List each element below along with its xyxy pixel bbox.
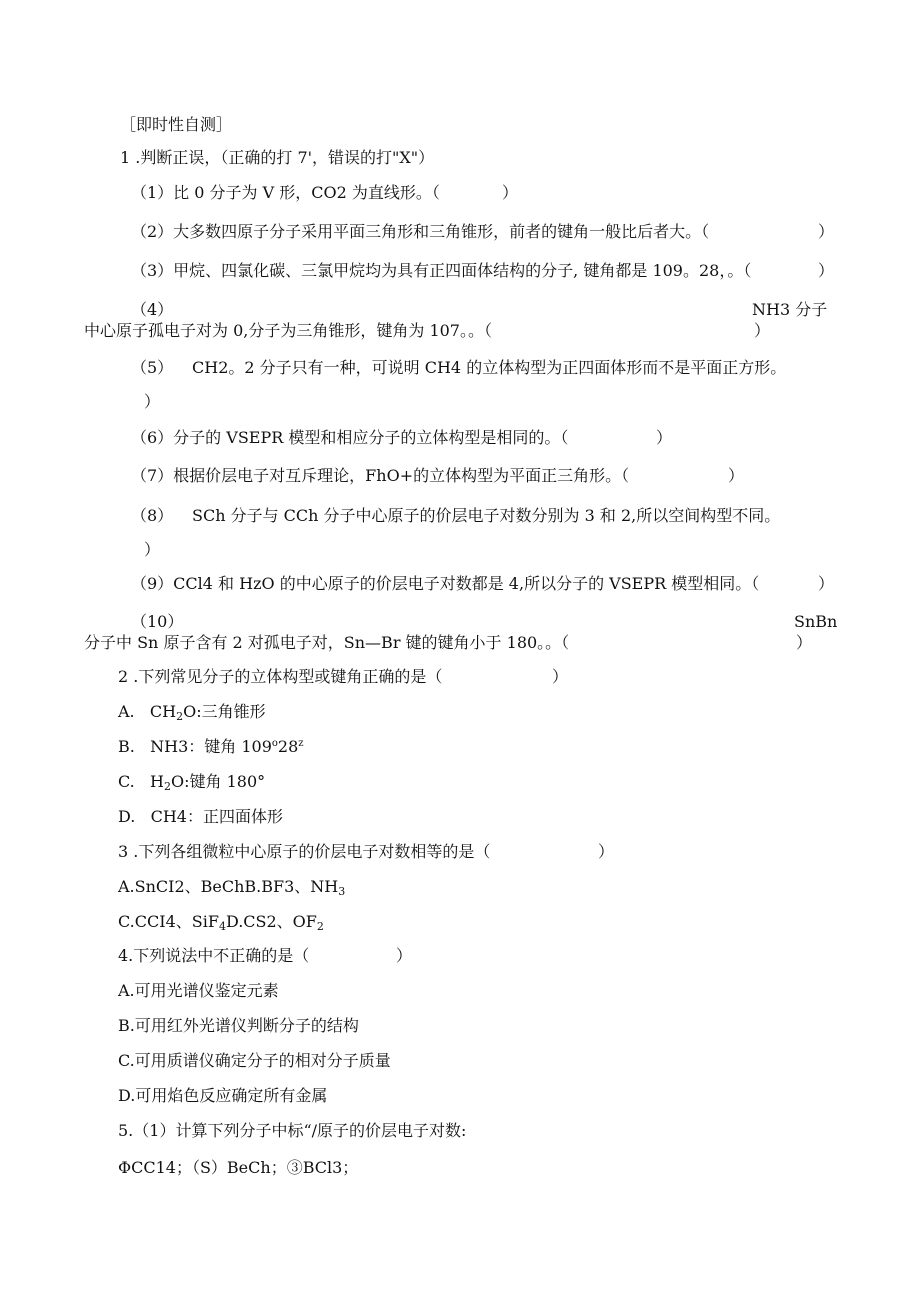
- q4-option-b: B.可用红外光谱仪判断分子的结构: [118, 1016, 359, 1035]
- q3-options-ab: A.SnCI2、BeChB.BF3、$NH_3$: [118, 877, 346, 898]
- q1-item-7-close: ）: [728, 466, 745, 485]
- q3-options-cd: C.CCI4、SiF$_4$D.CS2、$OF_2$: [118, 912, 324, 933]
- q3-stem: 3 .下列各组微粒中心原子的价层电子对数相等的是（: [118, 842, 491, 861]
- q1-item-7: （7）根据价层电子对互斥理论，FhO+的立体构型为平面正三角形。（: [131, 466, 630, 485]
- q4-option-c: C.可用质谱仪确定分子的相对分子质量: [118, 1051, 391, 1070]
- section-heading: ［即时性自测］: [120, 115, 233, 134]
- q1-item-10-close: ）: [796, 633, 813, 652]
- q1-item-10-right: SnBn: [794, 612, 838, 631]
- q4-stem: 4.下列说法中不正确的是（: [118, 946, 310, 965]
- q2-close: ）: [552, 667, 569, 686]
- q1-item-4-right: NH3 分子: [752, 300, 828, 319]
- q5-stem: 5.（1）计算下列分子中标“/原子的价层电子对数:: [118, 1121, 467, 1140]
- q1-item-2-close: ）: [818, 222, 835, 241]
- q3-close: ）: [598, 842, 615, 861]
- q1-item-5: CH2。2 分子只有一种，可说明 CH4 的立体构型为正四面体形而不是平面正方形。: [192, 358, 787, 377]
- q1-item-10-num: （10）: [131, 612, 184, 631]
- q1-item-9: （9）CCl4 和 HzO 的中心原子的价层电子对数都是 4,所以分子的 VSEPR 模型相同。（: [131, 574, 760, 593]
- q1-item-1-close: ）: [502, 183, 519, 202]
- q1-item-1: （1）比 0 分子为 V 形，CO2 为直线形。（: [131, 183, 440, 202]
- q1-item-9-close: ）: [818, 574, 835, 593]
- q1-item-4-line2: 中心原子孤电子对为 0,分子为三角锥形，键角为 107。。（: [84, 321, 492, 340]
- q2-option-b: B. NH3：键角 109$^o$28$^z$: [118, 737, 304, 756]
- q1-item-3: （3）甲烷、四氯化碳、三氯甲烷均为具有正四面体结构的分子, 键角都是 109。28，。（: [131, 261, 752, 280]
- q5-line: ΦCC14；（S）BeCh；③BCl3；: [118, 1158, 359, 1177]
- q1-item-8-close: ）: [144, 540, 161, 559]
- q1-item-3-close: ）: [818, 261, 835, 280]
- q2-option-c: C. $H_2O$:键角 180°: [118, 772, 266, 793]
- q2-option-a: A. $CH_2O$:三角锥形: [118, 702, 266, 723]
- q2-option-d: D. CH4：正四面体形: [118, 807, 283, 826]
- q1-item-8: SCh 分子与 CCh 分子中心原子的价层电子对数分别为 3 和 2,所以空间构型不同。: [192, 506, 781, 525]
- q2-stem: 2 .下列常见分子的立体构型或键角正确的是（: [118, 667, 443, 686]
- q1-item-5-num: （5）: [131, 358, 174, 377]
- q1-item-6-close: ）: [656, 428, 673, 447]
- q1-item-4-num: （4）: [131, 300, 174, 319]
- q1-item-2: （2）大多数四原子分子采用平面三角形和三角锥形，前者的键角一般比后者大。（: [131, 222, 710, 241]
- q4-option-d: D.可用焰色反应确定所有金属: [118, 1086, 328, 1105]
- q1-item-10-line2: 分子中 Sn 原子含有 2 对孤电子对，Sn—Br 键的键角小于 180。。（: [84, 633, 570, 652]
- q1-stem: 1 .判断正误，（正确的打 7'，错误的打"X"）: [120, 148, 435, 167]
- q4-option-a: A.可用光谱仪鉴定元素: [118, 981, 279, 1000]
- q1-item-8-num: （8）: [131, 506, 174, 525]
- q4-close: ）: [396, 946, 413, 965]
- q1-item-4-close: ）: [754, 321, 771, 340]
- q1-item-6: （6）分子的 VSEPR 模型和相应分子的立体构型是相同的。（: [131, 428, 569, 447]
- q1-item-5-close: ）: [144, 392, 161, 411]
